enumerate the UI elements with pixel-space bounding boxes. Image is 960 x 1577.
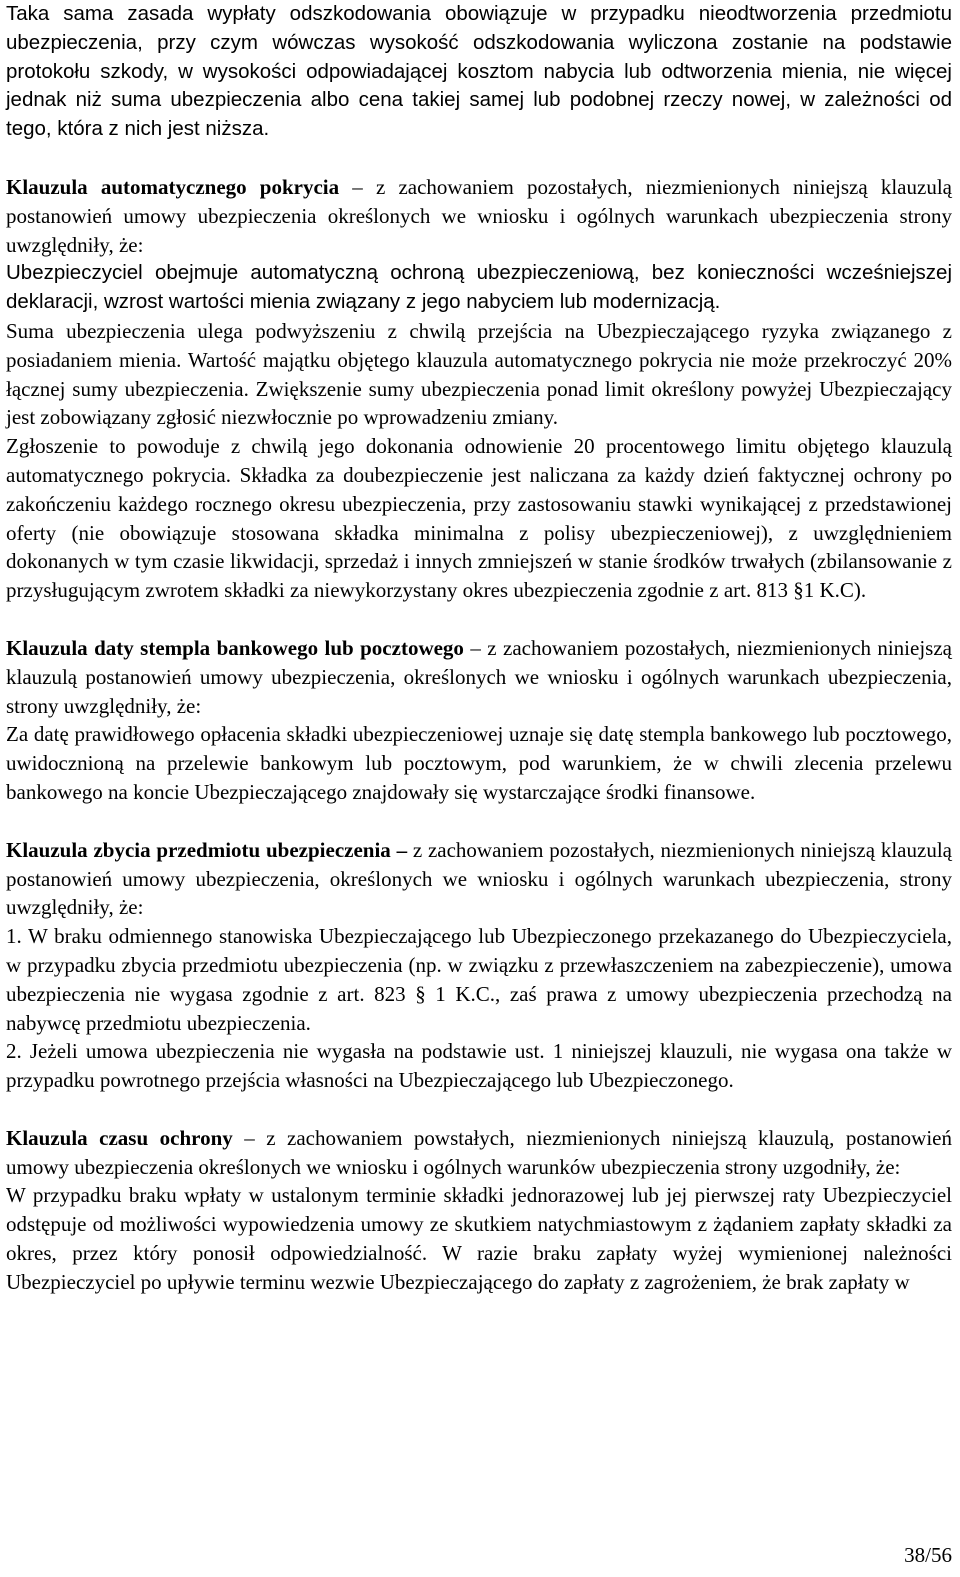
clause-list-item: 1. W braku odmiennego stanowiska Ubezpieczającego lub Ubezpieczonego przekazanego do Ubezpieczyciela, w przypadku zbycia przedmiotu ubezpieczenia (np. w związku z przewłaszczeniem na zabezpieczenie), umowa ubezpieczenia nie wygasa zgodnie z art. 823 § 1 K.C., zaś prawa z umowy ubezpieczenia przechodzą na nabywcę przedmiotu ubezpieczenia. xyxy=(6,924,952,1035)
clause-lead: – z zachowaniem pozostałych, niezmienionych niniejszą klauzulą postanowień umowy ubezpieczenia, określonych we wniosku i ogólnych warunkach ubezpieczenia, strony uwzględniły, że: xyxy=(6,635,952,718)
spacer xyxy=(6,807,952,836)
clause-paragraph: Za datę prawidłowego opłacenia składki ubezpieczeniowej uznaje się datę stempla bankowego lub pocztowego, uwidocznioną na przelewie bankowym lub pocztowym, pod warunkiem, że w chwili zlecenia przelewu bankowego na koncie Ubezpieczającego znajdowały się wystarczające środki finansowe. xyxy=(6,722,952,804)
clause-heading-paragraph xyxy=(6,173,952,259)
clause-heading-paragraph xyxy=(6,634,952,720)
clause-heading-paragraph xyxy=(6,836,952,922)
clause-paragraph: Zgłoszenie to powoduje z chwilą jego dokonania odnowienie 20 procentowego limitu objętego klauzulą automatycznego pokrycia. Składka za doubezpieczenie jest naliczana za każdy dzień faktycznej ochrony po zakończeniu każdego rocznego okresu ubezpieczenia, przy zastosowaniu stawki wynikającej z przedstawionej oferty (nie obowiązuje stosowana składka minimalna z polisy ubezpieczeniowej), z uwzględnieniem dokonanych w tym czasie likwidacji, sprzedaż i innych zmniejszeń w stanie środków trwałych (zbilansowanie z przysługującym zwrotem składki za niewykorzystany okres ubezpieczenia zgodnie z art. 813 §1 K.C). xyxy=(6,434,952,603)
spacer xyxy=(6,1095,952,1124)
clause-disposal xyxy=(6,836,952,1095)
clause-stamp-date xyxy=(6,634,952,807)
clause-title: Klauzula zbycia przedmiotu ubezpieczenia – xyxy=(6,837,408,862)
spacer xyxy=(6,144,952,173)
clause-title: Klauzula czasu ochrony xyxy=(6,1125,233,1150)
clause-list-item: 2. Jeżeli umowa ubezpieczenia nie wygasła na podstawie ust. 1 niniejszej klauzuli, nie wygasa ona także w przypadku powrotnego przejścia własności na Ubezpieczającego lub Ubezpieczonego. xyxy=(6,1039,952,1093)
spacer xyxy=(6,605,952,634)
clause-lead: – z zachowaniem pozostałych, niezmienionych niniejszą klauzulą postanowień umowy ubezpieczenia określonych we wniosku i ogólnych warunkach ubezpieczenia strony uwzględniły, że: xyxy=(6,174,952,257)
clause-lead: z zachowaniem pozostałych, niezmienionych niniejszą klauzulą postanowień umowy ubezpieczenia, określonych we wniosku i ogólnych warunkach ubezpieczenia, strony uwzględniły, że: xyxy=(6,837,952,920)
clause-heading-paragraph xyxy=(6,1124,952,1182)
clause-title: Klauzula daty stempla bankowego lub pocztowego xyxy=(6,635,464,660)
clause-automatic-coverage xyxy=(6,173,952,605)
document-page xyxy=(6,0,952,1297)
clause-coverage-time xyxy=(6,1124,952,1297)
clause-paragraph: W przypadku braku wpłaty w ustalonym terminie składki jednorazowej lub jej pierwszej raty Ubezpieczyciel odstępuje od możliwości wypowiedzenia umowy ze skutkiem natychmiastowym z żądaniem zapłaty składki za okres, przez który ponosił odpowiedzialność. W razie braku zapłaty wyżej wymienionej należności Ubezpieczyciel po upływie terminu wezwie Ubezpieczającego do zapłaty z zagrożeniem, że brak zapłaty w xyxy=(6,1183,952,1294)
intro-paragraph: Taka sama zasada wypłaty odszkodowania obowiązuje w przypadku nieodtworzenia przedmiotu ubezpieczenia, przy czym wówczas wysokość odszkodowania wyliczona zostanie na podstawie protokołu szkody, w wysokości odpowiadającej kosztom nabycia lub odtworzenia mienia, nie więcej jednak niż suma ubezpieczenia albo cena takiej samej lub podobnej rzeczy nowej, w zależności od tego, która z nich jest niższa. xyxy=(6,2,952,141)
clause-paragraph: Ubezpieczyciel obejmuje automatyczną ochroną ubezpieczeniową, bez konieczności wcześniejszej deklaracji, wzrost wartości mienia związany z jego nabyciem lub modernizacją. xyxy=(6,261,952,314)
clause-title: Klauzula automatycznego pokrycia xyxy=(6,174,340,199)
clause-lead: – z zachowaniem powstałych, niezmienionych niniejszą klauzulą, postanowień umowy ubezpieczenia określonych we wniosku i ogólnych warunków ubezpieczenia strony uzgodniły, że: xyxy=(6,1125,952,1179)
clause-paragraph: Suma ubezpieczenia ulega podwyższeniu z chwilą przejścia na Ubezpieczającego ryzyka związanego z posiadaniem mienia. Wartość majątku objętego klauzula automatycznego pokrycia nie może przekroczyć 20% łącznej sumy ubezpieczenia. Zwiększenie sumy ubezpieczenia ponad limit określony powyżej Ubezpieczający jest zobowiązany zgłosić niezwłocznie po wprowadzeniu zmiany. xyxy=(6,318,952,430)
page-number: 38/56 xyxy=(904,1543,952,1567)
